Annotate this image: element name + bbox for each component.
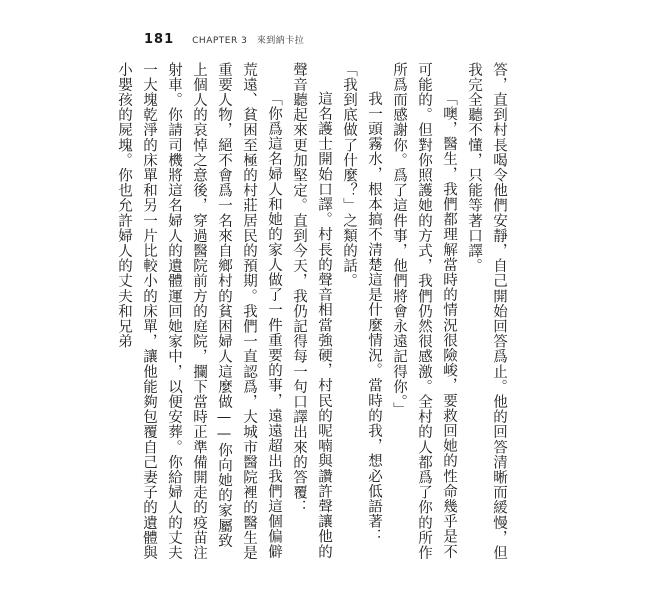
paragraph-2: 「噢，醫生，我們都理解當時的情況很險峻，要救回她的性命幾乎是不可能的。但對你照護她的方式，我們仍然很感激。全村的人都爲了你的所作所爲而感謝你。爲了這件事，他們將會永遠記得你。」	[391, 62, 457, 561]
page-header	[144, 32, 304, 47]
page-number: 181	[144, 32, 175, 47]
paragraph-1: 答，直到村長喝令他們安靜，自己開始回答爲止。他的回答清晰而緩慢，但我完全聽不懂，只能等著口譯。	[466, 62, 507, 561]
paragraph-4: 這名護士開始口譯。村長的聲音相當強硬，村民的呢喃與讚許聲讓他的聲音聽起來更加堅定。直到今天，我仍記得每一句口譯出來的答覆：	[291, 62, 332, 560]
body-text	[111, 62, 511, 562]
paragraph-3: 我一頭霧水，根本搞不清楚這是什麼情況。當時的我，想必低語著：「我到底做了什麼？」之類的話。	[341, 62, 382, 544]
paragraph-5: 「你爲這名婦人和她的家人做了一件重要的事，遠遠超出我們這個偏僻荒遠、貧困至極的村莊居民的預期。我們一直認爲，大城市醫院裡的醫生是重要人物，絕不會爲一名來自鄉村的貧困婦人這麼做——你向她的家屬致上個人的哀悼之意後，穿過醫院前方的庭院，攔下當時正準備開走的疫苗注射車。你請司機將這名婦人的遺體運回她家中，以便安葬。你給婦人的丈夫一大塊乾淨的床單和另一片比較小的床單，讓他能夠包覆自己妻子的遺體與小嬰孩的屍塊。你也允許婦人的丈夫和兄弟	[116, 62, 282, 561]
chapter-title: CHAPTER 3 來到納卡拉	[192, 36, 305, 46]
